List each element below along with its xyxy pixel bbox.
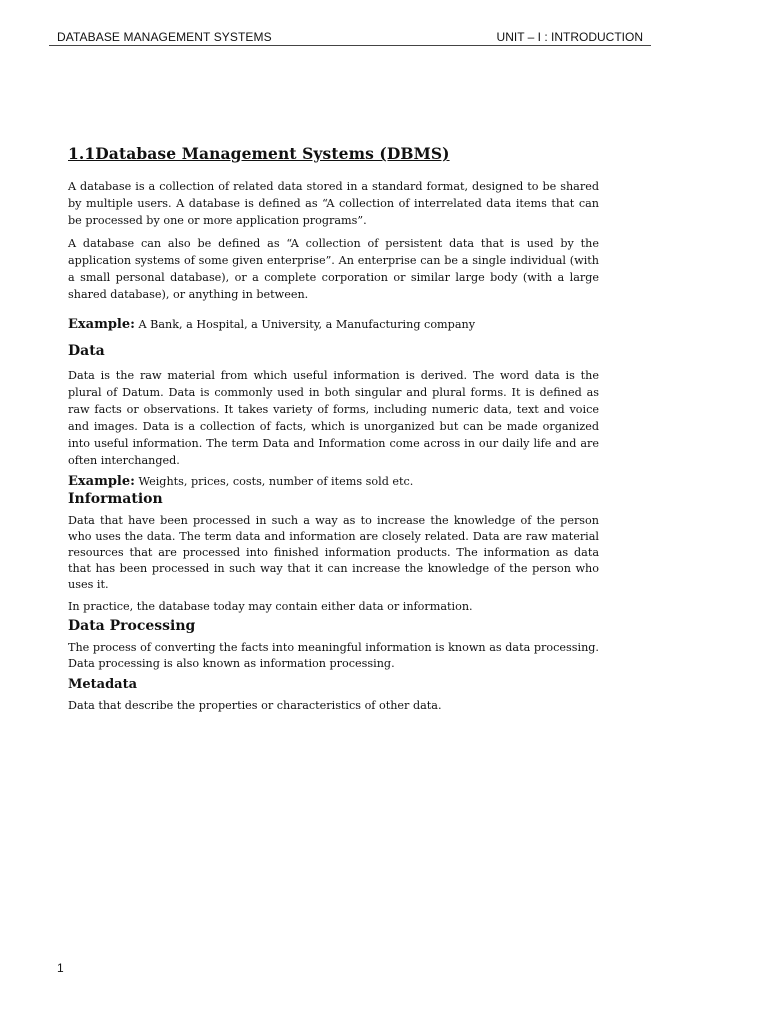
metadata-heading: Metadata — [68, 677, 138, 692]
dbms-example — [68, 316, 599, 333]
section-title: 1.1Database Management Systems (DBMS) — [68, 144, 450, 163]
header-course-title: DATABASE MANAGEMENT SYSTEMS — [57, 30, 272, 44]
header-unit-title: UNIT – I : INTRODUCTION — [496, 30, 643, 44]
data-paragraph: Data is the raw material from which useful information is derived. The word data is the plural of Datum. Data is commonly used in both singular and plural forms. It is defined as raw facts or observations. It takes variety of forms, including numeric data, text and voice and images. Data is a collection of facts, which is unorganized but can be made organized into useful information. The term Data and Information come across in our daily life and are often interchanged. — [68, 369, 599, 467]
information-paragraph-1: Data that have been processed in such a way as to increase the knowledge of the person who uses the data. The term data and information are closely related. Data are raw material resources that are processed into finished information products. The information as data that has been processed in such way that it can increase the knowledge of the person who uses it. — [68, 514, 599, 591]
document-body — [68, 145, 599, 714]
data-example-text: Weights, prices, costs, number of items sold etc. — [138, 475, 414, 488]
data-example — [68, 473, 599, 490]
data-processing-paragraph: The process of converting the facts into meaningful information is known as data processing. Data processing is also known as information processing. — [68, 641, 599, 670]
information-body — [68, 513, 599, 615]
information-paragraph-2: In practice, the database today may contain either data or information. — [68, 600, 473, 613]
data-processing-body — [68, 640, 599, 672]
dbms-paragraph-2: A database can also be defined as “A collection of persistent data that is used by the application systems of some given enterprise”. An enterprise can be a single individual (with a small personal database), or a complete corporation or similar large body (with a large shared database), or anything in between. — [68, 237, 599, 301]
dbms-example-text: A Bank, a Hospital, a University, a Manufacturing company — [138, 318, 476, 331]
metadata-paragraph: Data that describe the properties or characteristics of other data. — [68, 699, 442, 712]
data-example-label: Example: — [68, 474, 135, 489]
information-heading: Information — [68, 491, 163, 507]
dbms-paragraph-1: A database is a collection of related data stored in a standard format, designed to be shared by multiple users. A database is defined as “A collection of interrelated data items that can be processed by one or more application programs”. — [68, 180, 599, 227]
page-header — [49, 28, 651, 46]
page-number: 1 — [57, 961, 64, 975]
data-heading: Data — [68, 343, 105, 359]
dbms-example-label: Example: — [68, 317, 135, 332]
data-processing-heading: Data Processing — [68, 618, 196, 634]
